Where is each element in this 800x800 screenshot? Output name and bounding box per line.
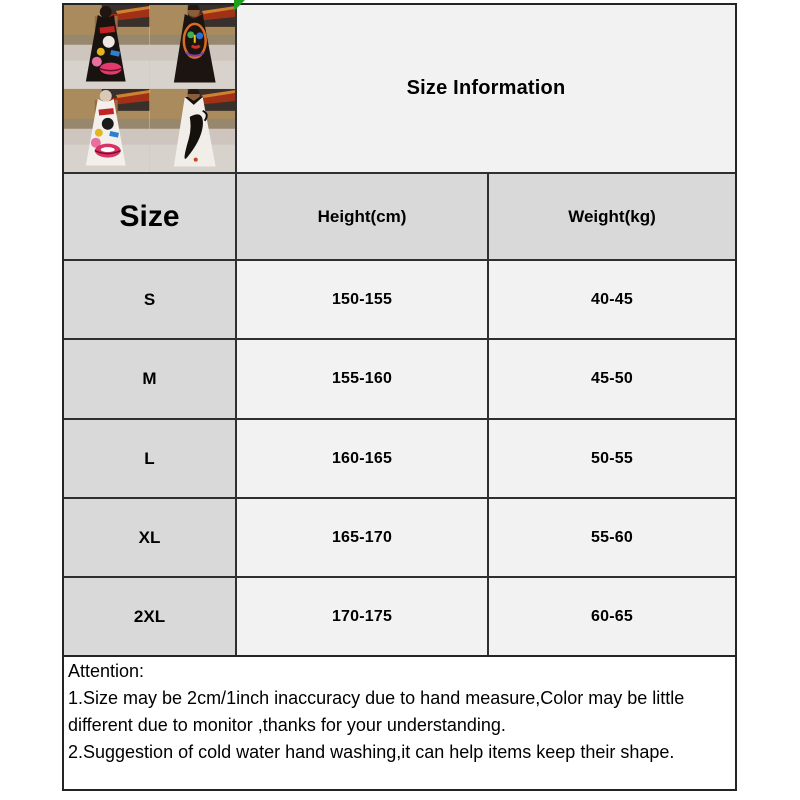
page-title: Size Information	[406, 77, 566, 99]
column-header-weight: Weight(kg)	[489, 174, 735, 259]
height-value-s: 150-155	[237, 261, 487, 338]
weight-value-m: 45-50	[489, 340, 735, 418]
title-cell	[237, 5, 735, 172]
column-header-size: Size	[64, 174, 235, 259]
height-value-xl: 165-170	[237, 499, 487, 576]
attention-line-3: 2.Suggestion of cold water hand washing,it can help items keep their shape.	[68, 742, 675, 762]
height-value-2xl: 170-175	[237, 578, 487, 655]
product-photo-white-abstract-face-dress	[150, 89, 236, 173]
size-chart-sheet	[62, 3, 737, 791]
weight-value-xl: 55-60	[489, 499, 735, 576]
product-photo-black-graffiti-dress	[64, 5, 150, 89]
weight-value-2xl: 60-65	[489, 578, 735, 655]
attention-line-1: 1.Size may be 2cm/1inch inaccuracy due to hand measure,Color may be little	[68, 688, 685, 708]
green-corner-marker-icon	[234, 0, 245, 11]
product-photo-black-face-print-dress	[150, 5, 236, 89]
size-table	[62, 3, 737, 657]
size-label-m: M	[64, 340, 235, 418]
attention-note	[62, 655, 737, 791]
attention-title: Attention:	[68, 661, 145, 681]
product-photo-grid	[64, 5, 235, 172]
column-header-height: Height(cm)	[237, 174, 487, 259]
size-label-s: S	[64, 261, 235, 338]
size-label-2xl: 2XL	[64, 578, 235, 655]
weight-value-l: 50-55	[489, 420, 735, 497]
height-value-l: 160-165	[237, 420, 487, 497]
weight-value-s: 40-45	[489, 261, 735, 338]
product-photo-white-graffiti-dress	[64, 89, 150, 173]
size-label-xl: XL	[64, 499, 235, 576]
size-label-l: L	[64, 420, 235, 497]
attention-line-2: different due to monitor ,thanks for your understanding.	[68, 715, 506, 735]
height-value-m: 155-160	[237, 340, 487, 418]
